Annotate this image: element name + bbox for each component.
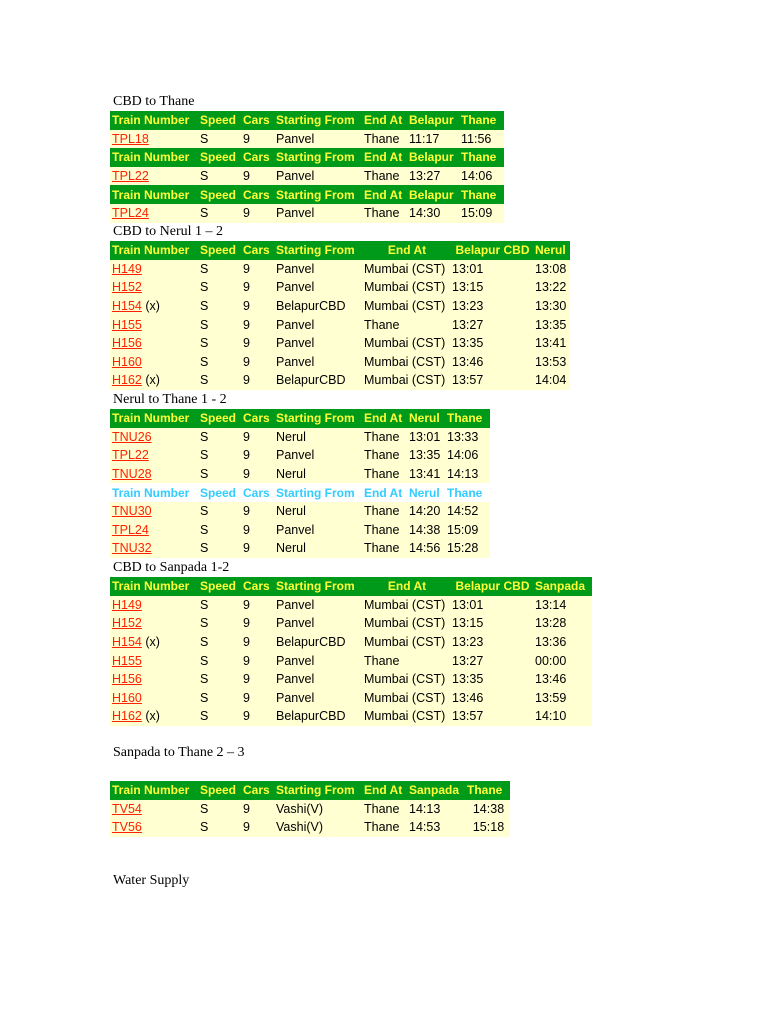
train-link[interactable]: H154 (112, 299, 142, 314)
col-speed: Speed (198, 241, 241, 260)
time-cell: 14:06 (459, 167, 504, 186)
col-station-2: Thane (445, 409, 490, 428)
table-row (110, 260, 570, 279)
starting-from-cell: Panvel (274, 315, 362, 334)
time-cell: 14:38 (407, 521, 445, 540)
col-end-at: End At (362, 483, 407, 502)
train-link[interactable]: TPL24 (112, 206, 149, 221)
section-title-cbd-thane: CBD to Thane (113, 94, 195, 109)
end-at-cell: Thane (362, 130, 407, 149)
starting-from-cell: Panvel (274, 521, 362, 540)
col-starting-from: Starting From (274, 148, 362, 167)
end-at-cell: Mumbai (CST) (362, 297, 450, 316)
cars-cell: 9 (241, 446, 274, 465)
col-speed: Speed (198, 111, 241, 130)
starting-from-cell: Vashi(V) (274, 818, 362, 837)
train-link[interactable]: TV56 (112, 820, 142, 835)
train-note: (x) (141, 299, 160, 314)
timetable-sanpada-thane (110, 781, 510, 837)
train-link[interactable]: TPL24 (112, 522, 149, 537)
starting-from-cell: Panvel (274, 167, 362, 186)
train-link[interactable]: TNU28 (112, 467, 152, 482)
time-cell: 13:46 (450, 353, 533, 372)
end-at-cell: Thane (362, 818, 407, 837)
cars-cell: 9 (241, 297, 274, 316)
time-cell: 13:35 (450, 334, 533, 353)
col-cars: Cars (241, 111, 274, 130)
time-cell: 14:10 (533, 707, 592, 726)
train-link[interactable]: TV54 (112, 801, 142, 816)
col-starting-from: Starting From (274, 409, 362, 428)
time-cell: 13:01 (450, 596, 533, 615)
train-link[interactable]: H155 (112, 653, 142, 668)
col-cars: Cars (241, 483, 274, 502)
speed-cell: S (198, 651, 241, 670)
col-speed: Speed (198, 409, 241, 428)
col-end-at: End At (362, 409, 407, 428)
table-row (110, 130, 504, 149)
table-header-row (110, 241, 570, 260)
end-at-cell: Thane (362, 446, 407, 465)
col-station-2: Sanpada (533, 577, 592, 596)
time-cell: 15:18 (465, 818, 510, 837)
time-cell: 13:27 (450, 315, 533, 334)
time-cell: 11:17 (407, 130, 459, 149)
train-link[interactable]: H152 (112, 280, 142, 295)
end-at-cell: Mumbai (CST) (362, 596, 450, 615)
starting-from-cell: BelapurCBD (274, 633, 362, 652)
starting-from-cell: Panvel (274, 130, 362, 149)
speed-cell: S (198, 167, 241, 186)
col-cars: Cars (241, 577, 274, 596)
table-row (110, 521, 490, 540)
train-link[interactable]: H160 (112, 690, 142, 705)
time-cell: 15:09 (459, 204, 504, 223)
col-cars: Cars (241, 409, 274, 428)
time-cell: 13:53 (533, 353, 570, 372)
time-cell: 13:28 (533, 614, 592, 633)
cars-cell: 9 (241, 371, 274, 390)
train-link[interactable]: H162 (112, 709, 142, 724)
speed-cell: S (198, 371, 241, 390)
speed-cell: S (198, 278, 241, 297)
train-note: (x) (141, 373, 160, 388)
table-row (110, 297, 570, 316)
col-train-number: Train Number (110, 577, 198, 596)
col-station-1: Belapur (407, 185, 459, 204)
starting-from-cell: Nerul (274, 539, 362, 558)
starting-from-cell: Panvel (274, 353, 362, 372)
end-at-cell: Thane (362, 651, 450, 670)
speed-cell: S (198, 260, 241, 279)
speed-cell: S (198, 707, 241, 726)
speed-cell: S (198, 633, 241, 652)
time-cell: 13:33 (445, 428, 490, 447)
col-speed: Speed (198, 185, 241, 204)
table-header-row (110, 148, 504, 167)
train-link[interactable]: H156 (112, 336, 142, 351)
table-row (110, 707, 592, 726)
time-cell: 13:15 (450, 278, 533, 297)
col-station-1: Belapur (407, 148, 459, 167)
cars-cell: 9 (241, 707, 274, 726)
train-link[interactable]: TPL22 (112, 448, 149, 463)
cars-cell: 9 (241, 204, 274, 223)
col-train-number: Train Number (110, 111, 198, 130)
speed-cell: S (198, 204, 241, 223)
table-row (110, 167, 504, 186)
time-cell: 13:14 (533, 596, 592, 615)
col-station-1: Belapur CBD (450, 577, 533, 596)
table-row (110, 315, 570, 334)
cars-cell: 9 (241, 428, 274, 447)
cars-cell: 9 (241, 353, 274, 372)
col-end-at: End At (362, 111, 407, 130)
section-title-water-supply: Water Supply (113, 873, 190, 888)
table-row (110, 371, 570, 390)
end-at-cell: Thane (362, 800, 407, 819)
train-link[interactable]: H160 (112, 354, 142, 369)
train-link[interactable]: H152 (112, 616, 142, 631)
speed-cell: S (198, 130, 241, 149)
table-row (110, 670, 592, 689)
starting-from-cell: Panvel (274, 596, 362, 615)
train-link[interactable]: H149 (112, 597, 142, 612)
end-at-cell: Thane (362, 167, 407, 186)
col-starting-from: Starting From (274, 241, 362, 260)
col-speed: Speed (198, 781, 241, 800)
starting-from-cell: Panvel (274, 204, 362, 223)
speed-cell: S (198, 353, 241, 372)
time-cell: 14:20 (407, 502, 445, 521)
end-at-cell: Mumbai (CST) (362, 278, 450, 297)
starting-from-cell: Panvel (274, 260, 362, 279)
time-cell: 14:56 (407, 539, 445, 558)
starting-from-cell: Panvel (274, 614, 362, 633)
time-cell: 13:23 (450, 633, 533, 652)
end-at-cell: Mumbai (CST) (362, 707, 450, 726)
time-cell: 14:52 (445, 502, 490, 521)
time-cell: 13:59 (533, 689, 592, 708)
time-cell: 14:04 (533, 371, 570, 390)
table-header-row (110, 111, 504, 130)
time-cell: 13:41 (407, 465, 445, 484)
col-speed: Speed (198, 483, 241, 502)
time-cell: 13:35 (407, 446, 445, 465)
col-train-number: Train Number (110, 185, 198, 204)
time-cell: 11:56 (459, 130, 504, 149)
end-at-cell: Thane (362, 204, 407, 223)
col-train-number: Train Number (110, 409, 198, 428)
table-row (110, 446, 490, 465)
starting-from-cell: BelapurCBD (274, 707, 362, 726)
speed-cell: S (198, 539, 241, 558)
time-cell: 13:30 (533, 297, 570, 316)
speed-cell: S (198, 596, 241, 615)
starting-from-cell: Nerul (274, 502, 362, 521)
train-link[interactable]: TNU32 (112, 541, 152, 556)
time-cell: 13:23 (450, 297, 533, 316)
timetable-cbd-nerul (110, 241, 570, 390)
time-cell: 13:01 (450, 260, 533, 279)
end-at-cell: Mumbai (CST) (362, 260, 450, 279)
time-cell: 14:13 (407, 800, 465, 819)
speed-cell: S (198, 670, 241, 689)
time-cell: 14:13 (445, 465, 490, 484)
col-train-number: Train Number (110, 483, 198, 502)
col-end-at: End At (362, 241, 450, 260)
table-header-row (110, 483, 490, 502)
end-at-cell: Mumbai (CST) (362, 670, 450, 689)
col-station-2: Thane (459, 111, 504, 130)
cars-cell: 9 (241, 689, 274, 708)
speed-cell: S (198, 446, 241, 465)
train-note: (x) (141, 709, 160, 724)
speed-cell: S (198, 614, 241, 633)
col-speed: Speed (198, 148, 241, 167)
end-at-cell: Mumbai (CST) (362, 614, 450, 633)
starting-from-cell: Panvel (274, 670, 362, 689)
train-link[interactable]: TPL18 (112, 131, 149, 146)
table-header-row (110, 185, 504, 204)
col-end-at: End At (362, 577, 450, 596)
speed-cell: S (198, 800, 241, 819)
table-row (110, 539, 490, 558)
table-row (110, 278, 570, 297)
time-cell: 14:38 (465, 800, 510, 819)
time-cell: 13:46 (533, 670, 592, 689)
speed-cell: S (198, 428, 241, 447)
col-cars: Cars (241, 148, 274, 167)
section-title-nerul-thane: Nerul to Thane 1 - 2 (113, 392, 227, 407)
table-row (110, 502, 490, 521)
table-row (110, 596, 592, 615)
table-row (110, 818, 510, 837)
cars-cell: 9 (241, 130, 274, 149)
col-station-1: Nerul (407, 409, 445, 428)
cars-cell: 9 (241, 539, 274, 558)
col-station-1: Sanpada (407, 781, 465, 800)
train-link[interactable]: TPL22 (112, 169, 149, 184)
starting-from-cell: Panvel (274, 278, 362, 297)
time-cell: 13:57 (450, 707, 533, 726)
table-row (110, 633, 592, 652)
speed-cell: S (198, 315, 241, 334)
time-cell: 13:46 (450, 689, 533, 708)
timetable-cbd-thane (110, 111, 504, 223)
end-at-cell: Mumbai (CST) (362, 353, 450, 372)
col-train-number: Train Number (110, 781, 198, 800)
speed-cell: S (198, 297, 241, 316)
time-cell: 13:08 (533, 260, 570, 279)
table-header-row (110, 409, 490, 428)
time-cell: 14:53 (407, 818, 465, 837)
starting-from-cell: Panvel (274, 446, 362, 465)
col-station-2: Thane (445, 483, 490, 502)
train-link[interactable]: H155 (112, 317, 142, 332)
starting-from-cell: BelapurCBD (274, 297, 362, 316)
time-cell: 13:35 (533, 315, 570, 334)
table-row (110, 465, 490, 484)
cars-cell: 9 (241, 278, 274, 297)
cars-cell: 9 (241, 633, 274, 652)
train-link[interactable]: H154 (112, 635, 142, 650)
col-starting-from: Starting From (274, 577, 362, 596)
time-cell: 13:15 (450, 614, 533, 633)
cars-cell: 9 (241, 167, 274, 186)
end-at-cell: Mumbai (CST) (362, 334, 450, 353)
time-cell: 13:41 (533, 334, 570, 353)
train-link[interactable]: H162 (112, 373, 142, 388)
starting-from-cell: Panvel (274, 334, 362, 353)
starting-from-cell: Nerul (274, 428, 362, 447)
section-title-cbd-nerul: CBD to Nerul 1 – 2 (113, 224, 224, 239)
table-header-row (110, 781, 510, 800)
table-row (110, 353, 570, 372)
col-starting-from: Starting From (274, 781, 362, 800)
time-cell: 14:06 (445, 446, 490, 465)
cars-cell: 9 (241, 614, 274, 633)
train-link[interactable]: H156 (112, 672, 142, 687)
end-at-cell: Mumbai (CST) (362, 371, 450, 390)
table-row (110, 334, 570, 353)
cars-cell: 9 (241, 800, 274, 819)
col-end-at: End At (362, 781, 407, 800)
time-cell: 13:22 (533, 278, 570, 297)
col-train-number: Train Number (110, 148, 198, 167)
speed-cell: S (198, 502, 241, 521)
time-cell: 13:27 (407, 167, 459, 186)
time-cell: 15:09 (445, 521, 490, 540)
section-title-sanpada-thane: Sanpada to Thane 2 – 3 (113, 745, 245, 760)
col-cars: Cars (241, 781, 274, 800)
time-cell: 13:36 (533, 633, 592, 652)
table-row (110, 204, 504, 223)
time-cell: 13:57 (450, 371, 533, 390)
col-starting-from: Starting From (274, 185, 362, 204)
end-at-cell: Thane (362, 539, 407, 558)
col-station-1: Nerul (407, 483, 445, 502)
cars-cell: 9 (241, 315, 274, 334)
end-at-cell: Mumbai (CST) (362, 689, 450, 708)
speed-cell: S (198, 818, 241, 837)
end-at-cell: Thane (362, 315, 450, 334)
time-cell: 00:00 (533, 651, 592, 670)
time-cell: 13:35 (450, 670, 533, 689)
time-cell: 14:30 (407, 204, 459, 223)
train-link[interactable]: TNU30 (112, 504, 152, 519)
table-row (110, 689, 592, 708)
end-at-cell: Thane (362, 502, 407, 521)
col-station-2: Thane (465, 781, 510, 800)
col-end-at: End At (362, 185, 407, 204)
speed-cell: S (198, 465, 241, 484)
section-title-cbd-sanpada: CBD to Sanpada 1-2 (113, 560, 230, 575)
starting-from-cell: Nerul (274, 465, 362, 484)
speed-cell: S (198, 334, 241, 353)
cars-cell: 9 (241, 502, 274, 521)
cars-cell: 9 (241, 670, 274, 689)
col-cars: Cars (241, 241, 274, 260)
end-at-cell: Mumbai (CST) (362, 633, 450, 652)
table-row (110, 800, 510, 819)
train-link[interactable]: H149 (112, 261, 142, 276)
table-header-row (110, 577, 592, 596)
table-row (110, 614, 592, 633)
col-station-2: Thane (459, 185, 504, 204)
table-row (110, 428, 490, 447)
cars-cell: 9 (241, 818, 274, 837)
col-starting-from: Starting From (274, 111, 362, 130)
time-cell: 13:27 (450, 651, 533, 670)
cars-cell: 9 (241, 521, 274, 540)
end-at-cell: Thane (362, 428, 407, 447)
cars-cell: 9 (241, 465, 274, 484)
col-train-number: Train Number (110, 241, 198, 260)
cars-cell: 9 (241, 260, 274, 279)
starting-from-cell: Panvel (274, 651, 362, 670)
col-station-2: Thane (459, 148, 504, 167)
col-cars: Cars (241, 185, 274, 204)
timetable-cbd-sanpada (110, 577, 592, 726)
time-cell: 15:28 (445, 539, 490, 558)
col-station-1: Belapur CBD (450, 241, 533, 260)
cars-cell: 9 (241, 334, 274, 353)
speed-cell: S (198, 521, 241, 540)
col-end-at: End At (362, 148, 407, 167)
end-at-cell: Thane (362, 465, 407, 484)
train-note: (x) (141, 635, 160, 650)
col-starting-from: Starting From (274, 483, 362, 502)
speed-cell: S (198, 689, 241, 708)
starting-from-cell: Panvel (274, 689, 362, 708)
table-row (110, 651, 592, 670)
cars-cell: 9 (241, 596, 274, 615)
starting-from-cell: BelapurCBD (274, 371, 362, 390)
col-speed: Speed (198, 577, 241, 596)
col-station-2: Nerul (533, 241, 570, 260)
starting-from-cell: Vashi(V) (274, 800, 362, 819)
train-link[interactable]: TNU26 (112, 429, 152, 444)
timetable-nerul-thane (110, 409, 490, 558)
end-at-cell: Thane (362, 521, 407, 540)
col-station-1: Belapur (407, 111, 459, 130)
time-cell: 13:01 (407, 428, 445, 447)
cars-cell: 9 (241, 651, 274, 670)
